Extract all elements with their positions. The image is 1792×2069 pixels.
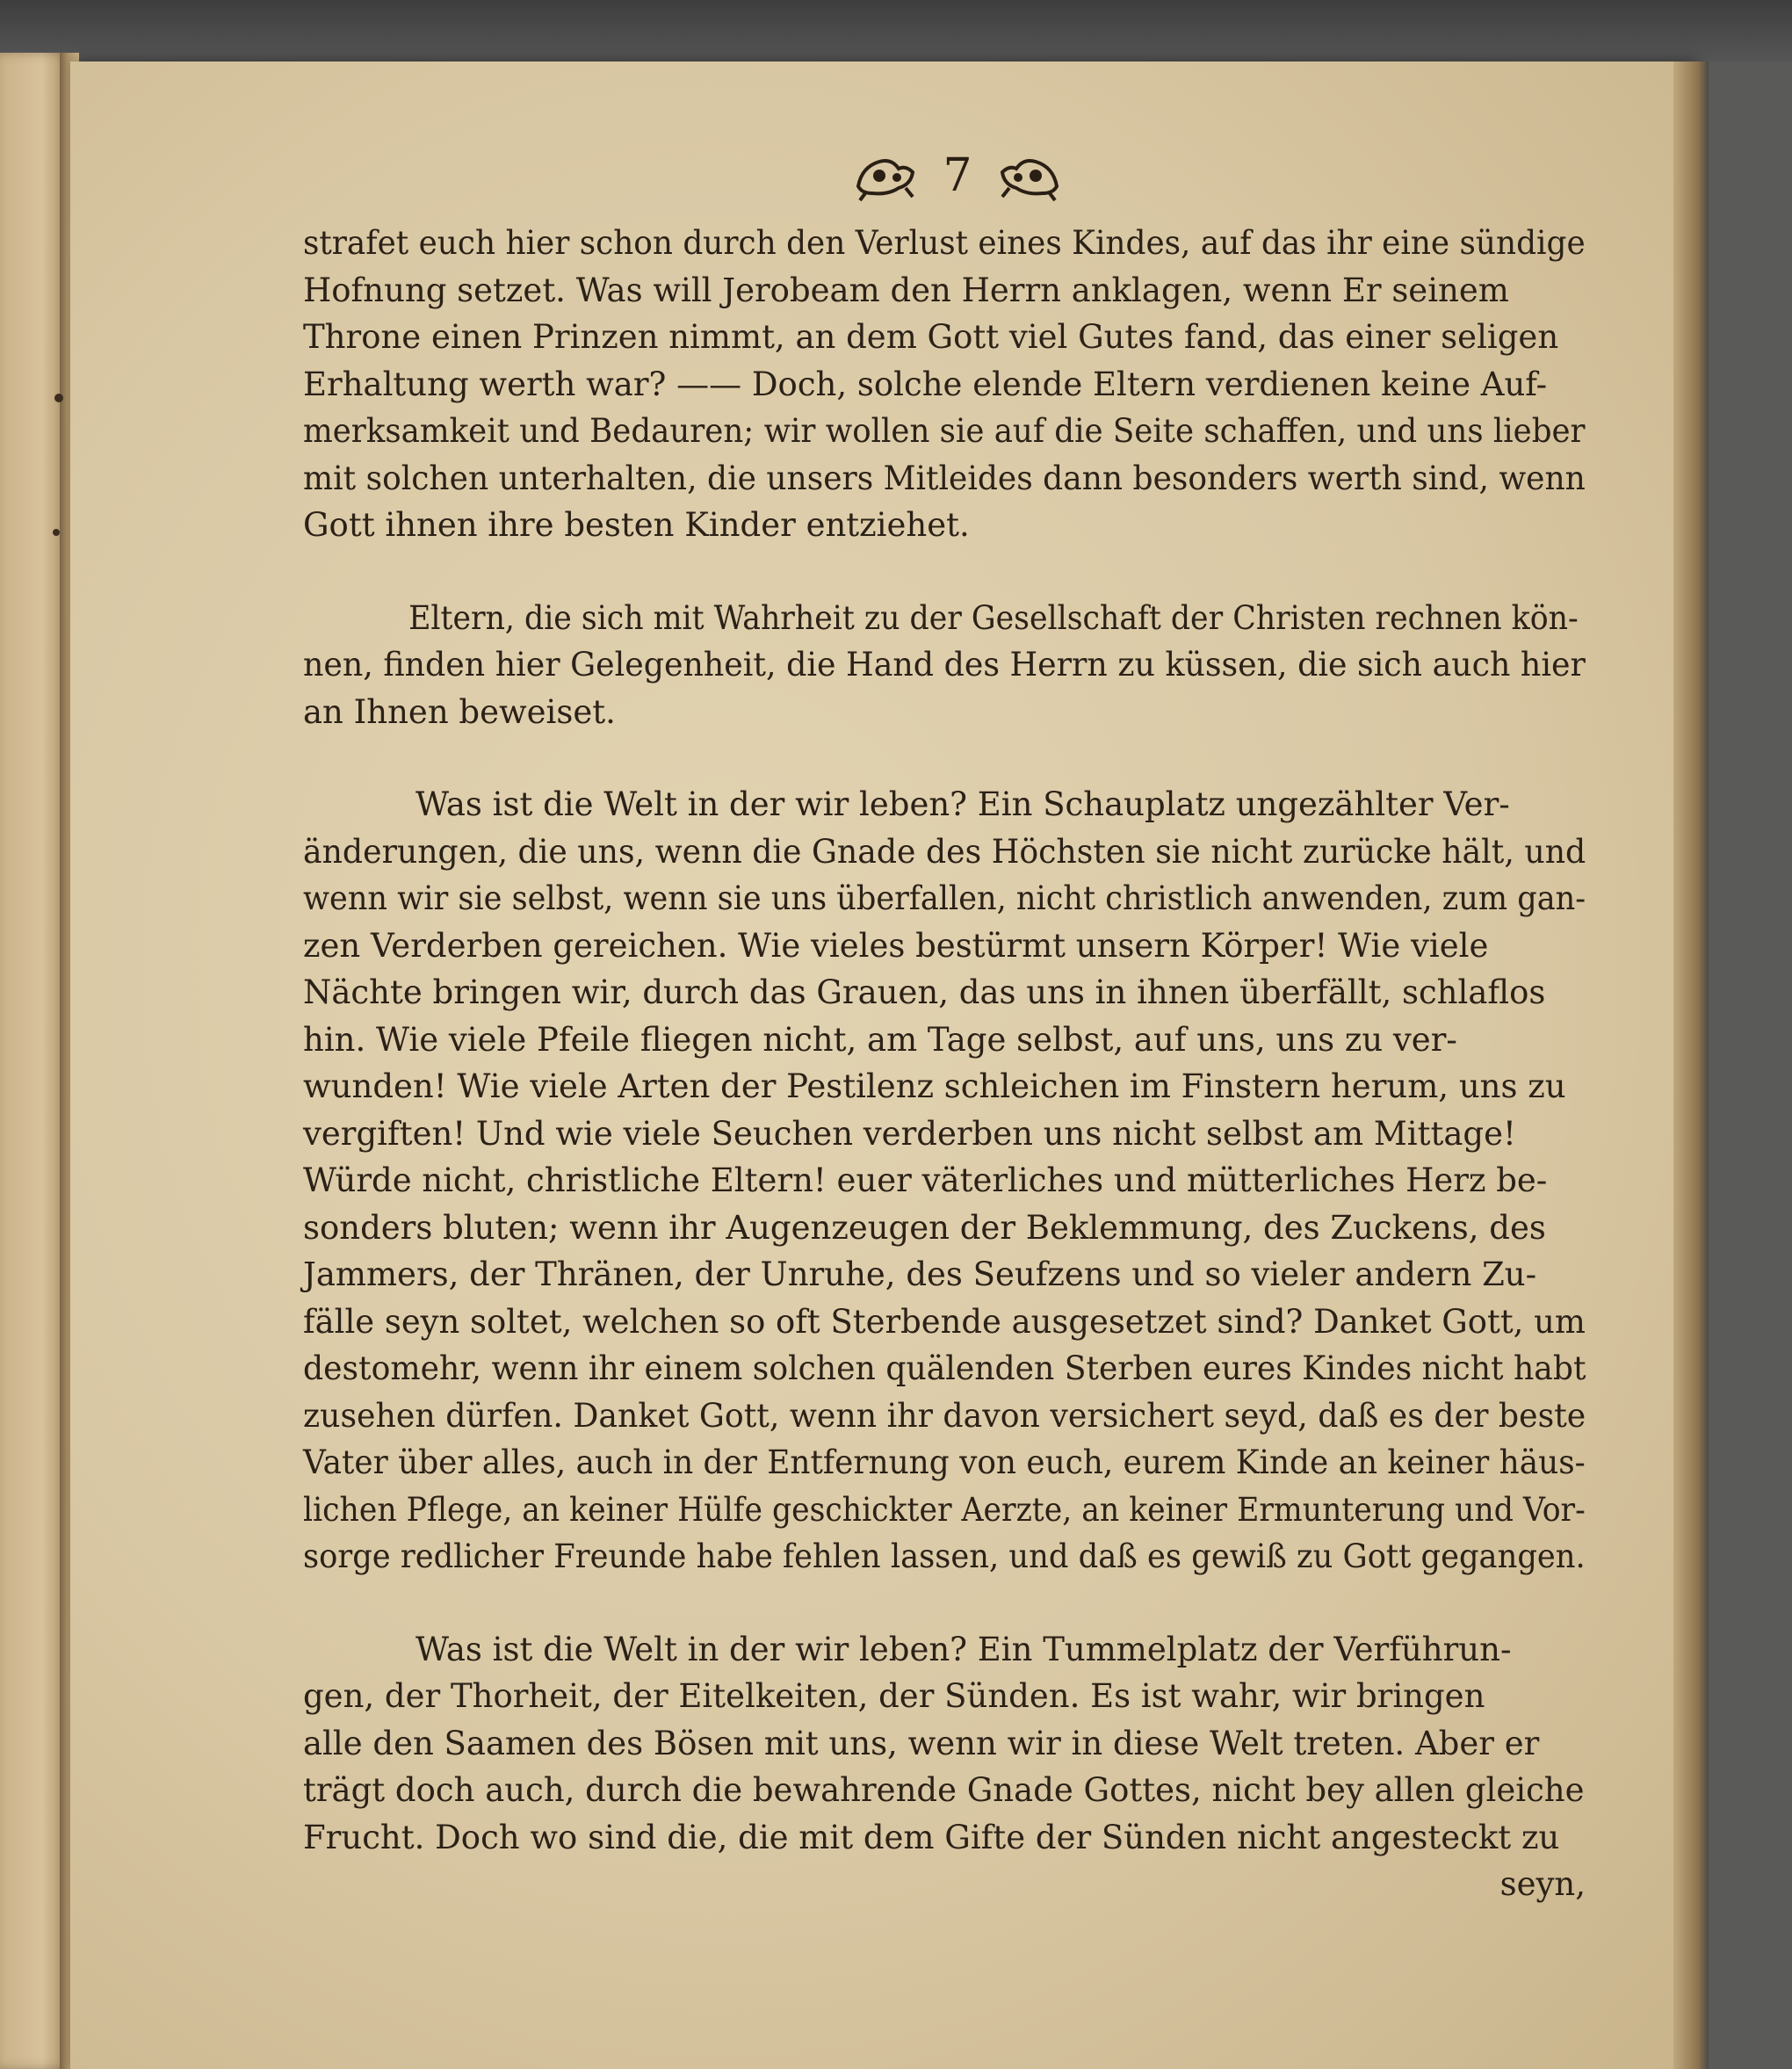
page-right-edge — [1673, 61, 1709, 2069]
margin-mark — [53, 529, 60, 536]
page-number: 7 — [943, 149, 972, 202]
scanner-background — [0, 0, 1792, 61]
paragraph-gap — [303, 735, 1586, 781]
text-line: wenn wir sie selbst, wenn sie uns überfallen, nicht christlich anwenden, zum gan- — [303, 879, 1586, 917]
catchword: seyn, — [1499, 1865, 1586, 1903]
text-line: destomehr, wenn ihr einem solchen quälenden Sterben eures Kindes nicht habt — [303, 1349, 1586, 1387]
paragraph-1 — [303, 220, 1586, 549]
text-line: sonders bluten; wenn ihr Augenzeugen der Beklemmung, des Zuckens, des — [303, 1208, 1546, 1247]
text-line: nen, finden hier Gelegenheit, die Hand des Herrn zu küssen, die sich auch hier — [303, 646, 1586, 684]
paragraph-2 — [303, 595, 1586, 736]
text-line: fälle seyn soltet, welchen so oft Sterbende ausgesetzet sind? Danket Gott, um — [303, 1302, 1586, 1341]
page-body-text — [303, 220, 1586, 1908]
text-line: wunden! Wie viele Arten der Pestilenz schleichen im Finstern herum, uns zu — [303, 1067, 1566, 1105]
text-line: alle den Saamen des Bösen mit uns, wenn wir in diese Welt treten. Aber er — [303, 1724, 1540, 1762]
text-line: zen Verderben gereichen. Wie vieles bestürmt unsern Körper! Wie viele — [303, 926, 1489, 965]
text-line: an Ihnen beweiset. — [303, 692, 616, 731]
paragraph-3 — [303, 781, 1586, 1581]
text-line: Frucht. Doch wo sind die, die mit dem Gifte der Sünden nicht angesteckt zu — [303, 1818, 1560, 1856]
text-line: gen, der Thorheit, der Eitelkeiten, der Sünden. Es ist wahr, wir bringen — [303, 1677, 1485, 1715]
paragraph-4 — [303, 1626, 1586, 1862]
margin-mark — [54, 394, 63, 402]
paragraph-gap — [303, 549, 1586, 595]
text-line: Jammers, der Thränen, der Unruhe, des Seufzens und so vieler andern Zu- — [303, 1255, 1537, 1293]
text-line: Vater über alles, auch in der Entfernung von euch, eurem Kinde an keiner häus- — [303, 1443, 1586, 1481]
text-line: mit solchen unterhalten, die unsers Mitleides dann besonders werth sind, wenn — [303, 459, 1586, 497]
text-line: merksamkeit und Bedauren; wir wollen sie auf die Seite schaffen, und uns lieber — [303, 412, 1586, 450]
text-line: zusehen dürfen. Danket Gott, wenn ihr davon versichert seyd, daß es der beste — [303, 1396, 1586, 1435]
text-line: änderungen, die uns, wenn die Gnade des Höchsten sie nicht zurücke hält, und — [303, 832, 1586, 871]
page-header — [826, 141, 1089, 211]
text-line: Erhaltung werth war? —— Doch, solche elende Eltern verdienen keine Auf- — [303, 365, 1548, 403]
text-line: Würde nicht, christliche Eltern! euer väterliches und mütterliches Herz be- — [303, 1161, 1548, 1199]
text-line: sorge redlicher Freunde habe fehlen lassen, und daß es gewiß zu Gott gegangen. — [303, 1537, 1586, 1575]
text-line: Was ist die Welt in der wir leben? Ein Schauplatz ungezählter Ver- — [415, 785, 1510, 823]
printer-ornament-icon — [853, 149, 918, 202]
text-line: trägt doch auch, durch die bewahrende Gnade Gottes, nicht bey allen gleiche — [303, 1771, 1585, 1809]
text-line: Throne einen Prinzen nimmt, an dem Gott viel Gutes fand, das einer seligen — [303, 318, 1559, 356]
paragraph-gap — [303, 1581, 1586, 1626]
printer-ornament-icon — [997, 149, 1062, 202]
text-line: Gott ihnen ihre besten Kinder entziehet. — [303, 506, 970, 544]
text-line: hin. Wie viele Pfeile fliegen nicht, am Tage selbst, auf uns, uns zu ver- — [303, 1020, 1457, 1059]
text-line: strafet euch hier schon durch den Verlust eines Kindes, auf das ihr eine sündige — [303, 224, 1586, 262]
text-line: lichen Pflege, an keiner Hülfe geschickter Aerzte, an keiner Ermunterung und Vor- — [303, 1490, 1586, 1529]
text-line: Nächte bringen wir, durch das Grauen, das uns in ihnen überfällt, schlaflos — [303, 973, 1546, 1011]
text-line: Hofnung setzet. Was will Jerobeam den Herrn anklagen, wenn Er seinem — [303, 271, 1509, 309]
text-line: Eltern, die sich mit Wahrheit zu der Gesellschaft der Christen rechnen kön- — [408, 598, 1579, 637]
text-line: vergiften! Und wie viele Seuchen verderben uns nicht selbst am Mittage! — [303, 1114, 1516, 1153]
text-line: Was ist die Welt in der wir leben? Ein Tummelplatz der Verführun- — [415, 1630, 1512, 1668]
